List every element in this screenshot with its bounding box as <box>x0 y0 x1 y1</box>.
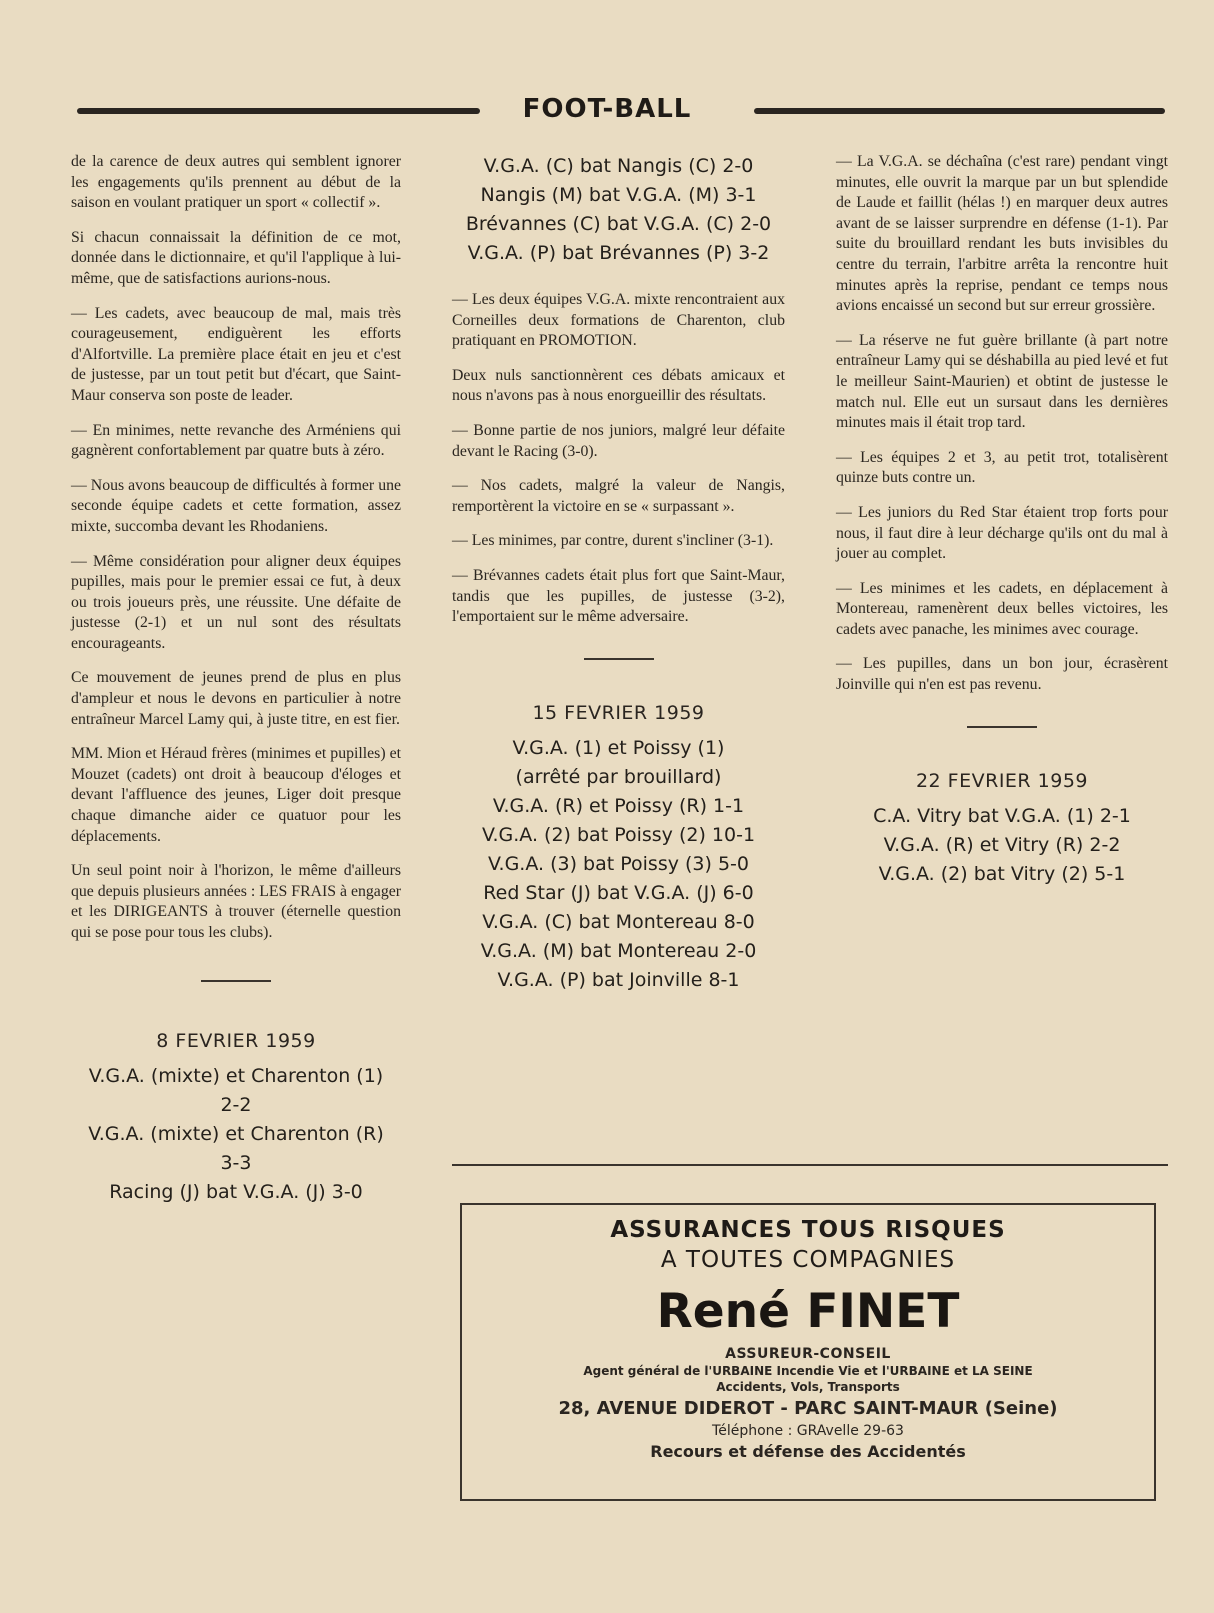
match-result: C.A. Vitry bat V.G.A. (1) 2-1 <box>873 804 1131 827</box>
article-paragraph: — La réserve ne fut guère brillante (à part notre entraîneur Lamy qui se déshabilla au pied levé et fut le meilleur Saint-Maurien) et obtint de justesse le match nul. Elle eut un sursaut dans les dernières minutes mais il était trop tard. <box>836 331 1168 432</box>
match-result: V.G.A. (P) bat Brévannes (P) 3-2 <box>467 242 770 264</box>
ad-tagline: Recours et défense des Accidentés <box>650 1442 966 1461</box>
section-title: FOOT-BALL <box>522 94 692 124</box>
article-paragraph: — Les équipes 2 et 3, au petit trot, totalisèrent quinze buts contre un. <box>836 448 1168 487</box>
ad-agent-name: René FINET <box>656 1284 960 1339</box>
match-result: V.G.A. (mixte) et Charenton (1) <box>88 1064 384 1087</box>
article-paragraph: — En minimes, nette revanche des Arméniens qui gagnèrent confortablement par quatre buts à zéro. <box>71 421 401 460</box>
article-paragraph: Si chacun connaissait la définition de ce mot, donnée dans le dictionnaire, et qu'il l'applique à lui-même, que de satisfactions aurions-nous. <box>71 228 401 287</box>
article-paragraph: — Les cadets, avec beaucoup de mal, mais très courageusement, endiguèrent les efforts d'Alfortville. La première place était en jeu et c'est de justesse, par un tout petit but d'écart, que Saint-Maur conserva son poste de leader. <box>71 304 401 404</box>
results-list <box>836 802 1168 889</box>
results-list <box>71 1062 401 1207</box>
date-heading: 15 FEVRIER 1959 <box>532 701 705 724</box>
article-paragraph: — La V.G.A. se déchaîna (c'est rare) pendant vingt minutes, elle ouvrit la marque par un but splendide de Laude et faillit (hélas !) en marquer deux autres avant de se laisser surprendre en défense (1-1). Par suite du brouillard rendant les buts invisibles du centre du terrain, l'arbitre arrêta la rencontre huit minutes après la reprise, pendant ce temps nous avions encaissé un second but sur erreur grossière. <box>836 153 1168 315</box>
match-result: V.G.A. (M) bat Montereau 2-0 <box>480 939 757 962</box>
article-paragraph: Un seul point noir à l'horizon, le même d'ailleurs que depuis plusieurs années : LES FRAIS à engager et les DIRIGEANTS à trouver (éternelle question qui se pose pour tous les clubs). <box>71 862 401 941</box>
article-paragraph: MM. Mion et Héraud frères (minimes et pupilles) et Mouzet (cadets) ont droit à beaucoup d'éloges et devant l'affluence des jeunes, Liger doit presque chaque dimanche aider ce quatuor pour les déplacements. <box>71 745 401 845</box>
match-note: (arrêté par brouillard) <box>515 765 722 788</box>
match-score: 3-3 <box>220 1151 252 1174</box>
header-rule-right <box>754 108 1165 114</box>
article-paragraph: — Les deux équipes V.G.A. mixte rencontraient aux Corneilles deux formations de Charenton, club pratiquant en PROMOTION. <box>452 291 785 350</box>
ad-phone: Téléphone : GRAvelle 29-63 <box>712 1423 904 1439</box>
results-list <box>452 152 785 268</box>
article-paragraph: — Même considération pour aligner deux équipes pupilles, mais pour le premier essai ce fut, à deux ou trois joueurs près, une réussite. Une défaite de justesse (2-1) et un nul sont des résultats encourageants. <box>71 552 401 652</box>
match-result: Brévannes (C) bat V.G.A. (C) 2-0 <box>465 213 772 235</box>
match-result: V.G.A. (2) bat Poissy (2) 10-1 <box>481 823 756 846</box>
match-result: V.G.A. (mixte) et Charenton (R) <box>88 1122 384 1145</box>
match-result: Red Star (J) bat V.G.A. (J) 6-0 <box>483 881 754 904</box>
insurance-advertisement <box>460 1203 1156 1501</box>
ad-divider <box>452 1164 1168 1166</box>
ad-coverage: Accidents, Vols, Transports <box>716 1380 900 1394</box>
section-divider <box>584 658 654 660</box>
article-paragraph: de la carence de deux autres qui semblent ignorer les engagements qu'ils prennent au début de la saison en voulant pratiquer un sport « collectif ». <box>71 153 401 212</box>
ad-agent-info: Agent général de l'URBAINE Incendie Vie et l'URBAINE et LA SEINE <box>583 1364 1033 1378</box>
match-score: 2-2 <box>220 1093 252 1116</box>
match-result: V.G.A. (P) bat Joinville 8-1 <box>497 968 740 991</box>
date-heading: 8 FEVRIER 1959 <box>156 1029 316 1052</box>
match-result: Racing (J) bat V.G.A. (J) 3-0 <box>109 1180 363 1203</box>
results-list <box>452 734 785 995</box>
article-paragraph: — Brévannes cadets était plus fort que Saint-Maur, tandis que les pupilles, de justesse (3-2), l'emportaient sur le même adversaire. <box>452 566 785 626</box>
article-paragraph: — Les minimes et les cadets, en déplacement à Montereau, ramenèrent deux belles victoires, les cadets avec panache, les minimes avec courage. <box>836 579 1168 638</box>
article-paragraph: Ce mouvement de jeunes prend de plus en plus d'ampleur et nous le devons en particulier à notre entraîneur Marcel Lamy qui, à juste titre, en est fier. <box>71 669 401 728</box>
article-paragraph: — Nous avons beaucoup de difficultés à former une seconde équipe cadets et cette formation, assez mixte, succomba devant les Rhodaniens. <box>71 476 401 535</box>
match-result: V.G.A. (C) bat Nangis (C) 2-0 <box>483 155 754 177</box>
match-result: V.G.A. (R) et Vitry (R) 2-2 <box>883 833 1121 856</box>
ad-role: ASSUREUR-CONSEIL <box>725 1346 891 1362</box>
date-heading: 22 FEVRIER 1959 <box>915 769 1089 792</box>
article-paragraph: Deux nuls sanctionnèrent ces débats amicaux et nous n'avons pas à nous enorgueillir des résultats. <box>452 366 785 405</box>
article-paragraph: — Bonne partie de nos juniors, malgré leur défaite devant le Racing (3-0). <box>452 421 785 460</box>
match-result: Nangis (M) bat V.G.A. (M) 3-1 <box>480 184 757 206</box>
ad-address: 28, AVENUE DIDEROT - PARC SAINT-MAUR (Seine) <box>558 1398 1058 1419</box>
article-paragraph: — Nos cadets, malgré la valeur de Nangis, remportèrent la victoire en se « surpassant ». <box>452 477 785 515</box>
match-result: V.G.A. (2) bat Vitry (2) 5-1 <box>878 862 1126 885</box>
column-3 <box>836 152 1168 899</box>
article-paragraph: — Les minimes, par contre, durent s'incliner (3-1). <box>452 532 774 550</box>
article-paragraph: — Les pupilles, dans un bon jour, écrasèrent Joinville qui n'en est pas revenu. <box>836 655 1168 694</box>
article-paragraph: — Les juniors du Red Star étaient trop forts pour nous, il faut dire à leur décharge qu'ils ont du mal à jouer au complet. <box>836 503 1168 563</box>
match-result: V.G.A. (C) bat Montereau 8-0 <box>482 910 755 933</box>
column-2 <box>452 152 785 1005</box>
match-result: V.G.A. (R) et Poissy (R) 1-1 <box>492 794 745 817</box>
section-divider <box>967 726 1037 728</box>
section-divider <box>201 980 271 982</box>
match-result: V.G.A. (1) et Poissy (1) <box>512 736 725 759</box>
column-1 <box>71 152 401 1217</box>
ad-subline: A TOUTES COMPAGNIES <box>660 1247 956 1273</box>
ad-headline: ASSURANCES TOUS RISQUES <box>610 1217 1006 1243</box>
match-result: V.G.A. (3) bat Poissy (3) 5-0 <box>488 852 749 875</box>
